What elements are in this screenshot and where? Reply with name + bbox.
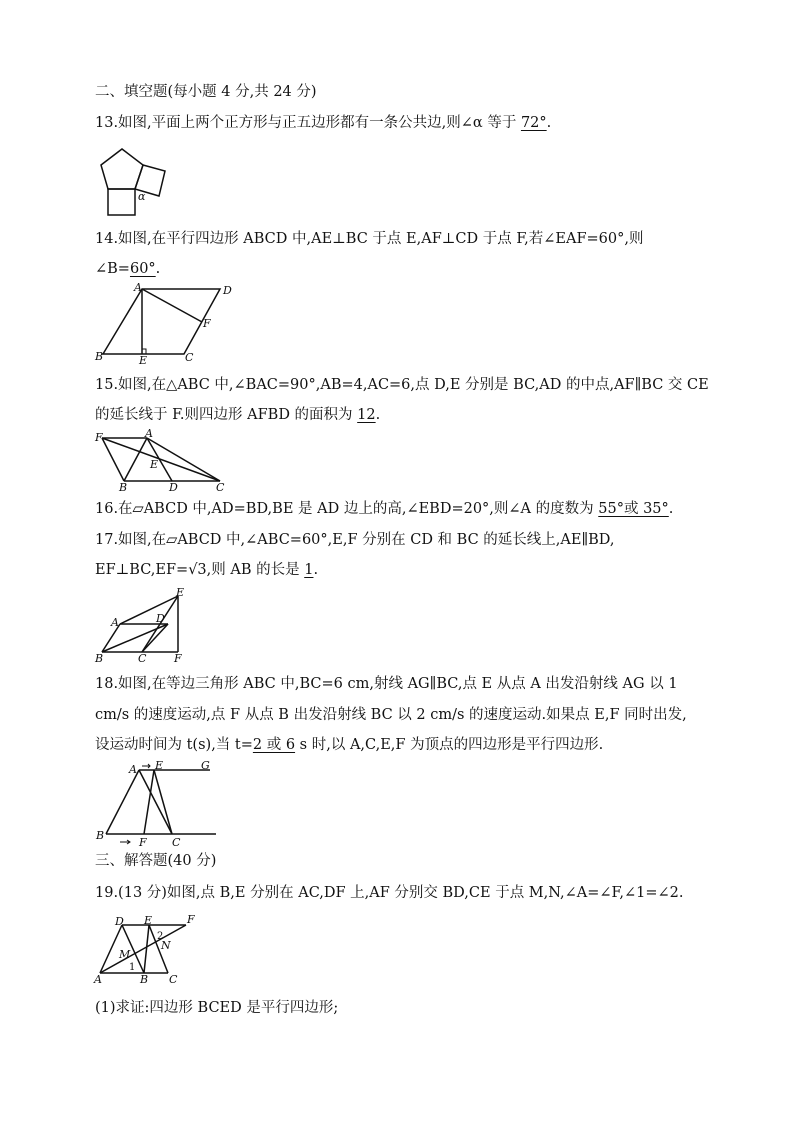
question-15-line1: 15.如图,在△ABC 中,∠BAC=90°,AB=4,AC=6,点 D,E 分别是 BC,AD 的中点,AF∥BC 交 CE xyxy=(95,377,709,393)
figure-q15-triangle xyxy=(92,428,232,494)
figure-q17-parallelogram xyxy=(92,588,192,664)
svg-text:D: D xyxy=(156,612,165,625)
svg-text:A: A xyxy=(145,428,153,440)
svg-text:B: B xyxy=(119,481,128,494)
question-13: 13.如图,平面上两个正方形与正五边形都有一条公共边,则∠α 等于 72°. xyxy=(95,115,552,131)
question-17-answer: 1 xyxy=(304,562,314,578)
figure-q13-pentagon-squares xyxy=(95,143,175,218)
svg-text:A: A xyxy=(111,616,119,629)
svg-text:F: F xyxy=(187,913,195,926)
question-19: 19.(13 分)如图,点 B,E 分别在 AC,DF 上,AF 分别交 BD,CE 于点 M,N,∠A=∠F,∠1=∠2. xyxy=(95,885,684,901)
svg-text:E: E xyxy=(176,588,185,599)
svg-text:E: E xyxy=(139,354,148,365)
question-18-answer: 2 或 6 xyxy=(252,737,296,753)
svg-text:F: F xyxy=(95,431,103,444)
svg-text:B: B xyxy=(96,829,105,842)
question-13-answer: 72° xyxy=(520,115,547,131)
question-14-answer: 60° xyxy=(129,261,156,277)
section-title-solutions: 三、解答题(40 分) xyxy=(95,853,217,869)
svg-text:C: C xyxy=(216,481,225,494)
svg-text:2: 2 xyxy=(157,931,164,942)
question-18-line2: cm/s 的速度运动,点 F 从点 B 出发沿射线 BC 以 2 cm/s 的速度运动.如果点 E,F 同时出发, xyxy=(95,707,687,723)
svg-text:E: E xyxy=(155,760,164,772)
svg-text:C: C xyxy=(185,351,194,364)
figure-q14-parallelogram xyxy=(92,283,242,365)
segment-AF xyxy=(100,925,186,973)
section-title-fill-in: 二、填空题(每小题 4 分,共 24 分) xyxy=(95,84,317,100)
svg-text:F: F xyxy=(139,836,147,848)
svg-text:N: N xyxy=(161,939,171,952)
svg-text:C: C xyxy=(172,836,181,848)
svg-text:1: 1 xyxy=(129,962,136,973)
svg-text:F: F xyxy=(203,317,211,330)
question-15-answer: 12 xyxy=(357,407,376,423)
svg-text:A: A xyxy=(94,973,102,985)
question-16-answer: 55°或 35° xyxy=(598,501,669,517)
question-17-line2: EF⊥BC,EF=√3,则 AB 的长是 1. xyxy=(95,562,319,578)
svg-text:G: G xyxy=(201,760,210,772)
svg-text:B: B xyxy=(95,350,104,363)
square-bottom xyxy=(108,189,135,215)
svg-text:D: D xyxy=(115,915,124,928)
question-18-line1: 18.如图,在等边三角形 ABC 中,BC=6 cm,射线 AG∥BC,点 E 从点 A 出发沿射线 AG 以 1 xyxy=(95,676,678,692)
svg-text:C: C xyxy=(138,652,147,664)
svg-text:B: B xyxy=(95,652,104,664)
svg-text:A: A xyxy=(134,283,142,294)
question-15-line2: 的延长线于 F.则四边形 AFBD 的面积为 12. xyxy=(95,407,381,423)
figure-q19 xyxy=(92,913,202,985)
figure-q18-equilateral-triangle xyxy=(92,760,222,848)
svg-text:M: M xyxy=(119,948,131,961)
question-18-line3: 设运动时间为 t(s),当 t=2 或 6 s 时,以 A,C,E,F 为顶点的四边形是平行四边形. xyxy=(95,737,604,753)
svg-text:D: D xyxy=(169,481,178,494)
svg-text:A: A xyxy=(129,763,137,776)
svg-text:D: D xyxy=(223,284,232,297)
svg-text:E: E xyxy=(150,458,159,471)
svg-text:C: C xyxy=(169,973,178,985)
segment-AF xyxy=(142,289,202,322)
label-alpha: α xyxy=(138,190,146,203)
svg-text:E: E xyxy=(144,914,153,927)
question-13-text: 13.如图,平面上两个正方形与正五边形都有一条公共边,则∠α 等于 xyxy=(95,115,521,131)
question-14-line1: 14.如图,在平行四边形 ABCD 中,AE⊥BC 于点 E,AF⊥CD 于点 F,若∠EAF=60°,则 xyxy=(95,231,644,247)
question-19-part-1: (1)求证:四边形 BCED 是平行四边形; xyxy=(95,1000,339,1016)
svg-text:F: F xyxy=(174,652,182,664)
question-17-line1: 17.如图,在▱ABCD 中,∠ABC=60°,E,F 分别在 CD 和 BC 的延长线上,AE∥BD, xyxy=(95,532,615,548)
question-16: 16.在▱ABCD 中,AD=BD,BE 是 AD 边上的高,∠EBD=20°,则∠A 的度数为 55°或 35°. xyxy=(95,501,674,517)
svg-text:B: B xyxy=(140,973,149,985)
question-14-line2: ∠B=60°. xyxy=(95,261,161,277)
